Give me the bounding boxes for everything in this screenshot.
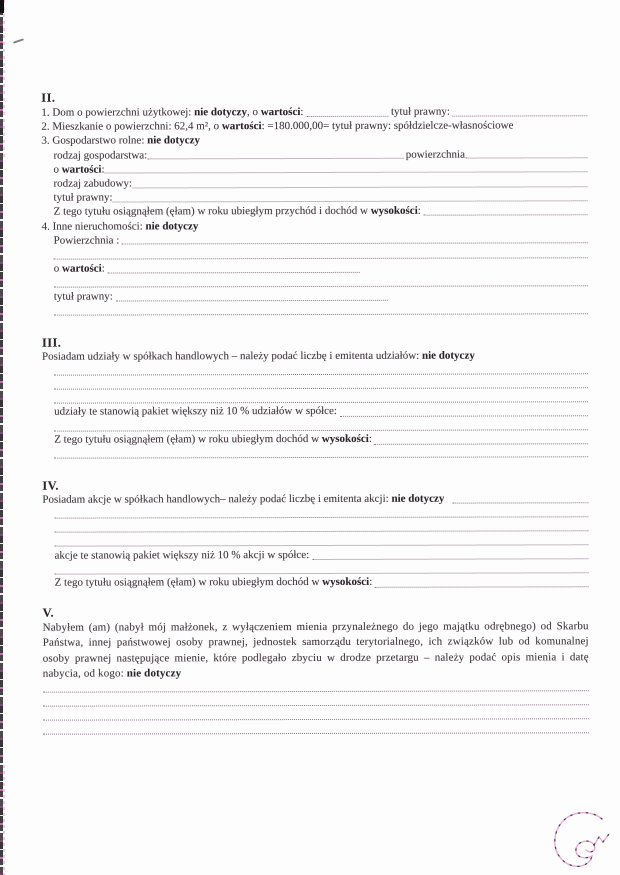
dotted-blank xyxy=(312,558,589,560)
field-label: udziały te stanowią pakiet większy niż 10 % udziałów w spółce: xyxy=(54,405,340,419)
field-label: rodzaj gospodarstwa: xyxy=(53,148,148,162)
form-line xyxy=(41,118,587,134)
field-value-bold: wysokości xyxy=(370,205,418,218)
form-line xyxy=(42,506,588,521)
dotted-blank xyxy=(54,530,588,532)
field-value-bold: nie dotyczy xyxy=(145,219,199,232)
form-line xyxy=(42,419,588,434)
dotted-blank xyxy=(54,429,588,431)
field-label: : xyxy=(300,106,307,119)
form-line xyxy=(42,303,588,319)
field-label: : xyxy=(368,432,375,446)
scan-edge-artifact-bottom xyxy=(3,765,5,875)
dotted-blank xyxy=(465,158,587,159)
field-label: o xyxy=(53,163,62,176)
field-label: tytuł prawny: xyxy=(53,290,116,304)
field-value-bold: nie dotyczy xyxy=(421,349,475,362)
field-value-bold: wysokości xyxy=(322,576,370,589)
dotted-blank xyxy=(43,733,589,735)
section-II xyxy=(41,89,588,318)
dotted-blank xyxy=(43,719,589,721)
dotted-blank xyxy=(43,691,589,693)
dotted-blank xyxy=(132,186,588,188)
field-label: tytuł prawny: xyxy=(388,105,453,118)
section-III-heading: III. xyxy=(41,335,62,350)
field-label: : xyxy=(369,576,376,589)
field-label: : =180.000,00= tytuł prawny: spółdzielcze-własnościowe xyxy=(261,119,514,133)
form-line xyxy=(42,218,588,234)
section-II-heading: II. xyxy=(41,90,56,105)
dotted-blank xyxy=(306,115,388,116)
field-value-bold: nie dotyczy xyxy=(391,492,445,505)
section-V-heading: V. xyxy=(42,605,55,620)
dotted-blank xyxy=(54,373,588,375)
field-value-bold: nie dotyczy xyxy=(126,667,182,680)
field-label: : xyxy=(101,163,105,176)
field-label: Z tego tytułu osiągnąłem (ęłam) w roku ubiegłym dochód w xyxy=(54,576,323,589)
dotted-blank xyxy=(105,172,588,174)
dotted-blank xyxy=(116,300,388,302)
signature-stroke-pink xyxy=(555,813,609,867)
field-label: rodzaj zabudowy: xyxy=(53,177,133,190)
field-label: o xyxy=(53,262,63,275)
form-line xyxy=(42,405,588,420)
dotted-blank xyxy=(54,314,588,316)
dotted-blank xyxy=(147,158,403,160)
dotted-blank xyxy=(453,115,588,116)
form-line xyxy=(43,576,589,591)
field-value-bold: wartości xyxy=(221,120,262,133)
field-value-bold: nie dotyczy xyxy=(147,134,200,147)
field-label: 1. Dom o powierzchni użytkowej: xyxy=(41,106,195,119)
dotted-blank xyxy=(54,387,588,389)
field-value-bold: wartości xyxy=(61,262,102,275)
dotted-blank xyxy=(340,415,588,417)
field-label: powierzchnia xyxy=(402,148,465,161)
dotted-blank xyxy=(113,200,588,202)
dotted-blank xyxy=(54,544,588,546)
scan-corner-artifact xyxy=(0,0,4,13)
field-value-bold: nie dotyczy xyxy=(194,106,247,119)
form-line xyxy=(43,680,589,695)
form-line xyxy=(42,534,588,549)
field-label: Z tego tytułu osiągnąłem (ęłam) w roku ubiegłym przychód i dochód w xyxy=(53,205,371,218)
form-line xyxy=(41,175,587,191)
section-V-paragraph xyxy=(43,619,589,681)
form-line xyxy=(42,492,588,507)
dotted-blank xyxy=(54,516,588,518)
field-label: 2. Mieszkanie o powierzchni: 62,4 m², o xyxy=(41,120,222,133)
dotted-blank xyxy=(54,285,588,287)
dotted-blank xyxy=(108,272,360,274)
form-line xyxy=(42,391,588,406)
section-V xyxy=(43,604,589,737)
field-label: 4. Inne nieruchomości: xyxy=(41,219,146,233)
form-line xyxy=(41,133,587,149)
form-line xyxy=(43,722,589,737)
form-line xyxy=(42,363,588,378)
form-line xyxy=(43,708,589,723)
form-line xyxy=(41,161,587,177)
field-label: Powierzchnia : xyxy=(53,234,123,247)
dotted-blank xyxy=(453,503,589,504)
field-value-bold: wartości xyxy=(260,106,301,119)
dotted-blank xyxy=(55,572,589,574)
scan-edge-artifact-top xyxy=(3,0,5,160)
field-value-bold: wartości xyxy=(61,163,102,176)
field-label: 3. Gospodarstwo rolne: xyxy=(41,134,148,148)
form-line xyxy=(42,204,588,220)
dotted-blank xyxy=(424,214,588,215)
dotted-blank xyxy=(122,243,588,245)
field-label: tytuł prawny: xyxy=(53,191,113,204)
form-line xyxy=(42,548,588,563)
form-line xyxy=(42,232,588,248)
signature-squiggle xyxy=(547,804,617,872)
field-label: : xyxy=(417,205,424,218)
form-line xyxy=(43,562,589,577)
form-line xyxy=(41,104,587,120)
form-line xyxy=(42,432,588,447)
dotted-blank xyxy=(375,443,589,445)
field-label xyxy=(444,493,452,507)
field-label: Z tego tytułu osiągnąłem (ęłam) w roku ubiegłym dochód w xyxy=(54,433,322,446)
form-line xyxy=(42,446,588,461)
form-line xyxy=(41,147,587,163)
field-label: Posiadam akcje w spółkach handlowych– należy podać liczbę i emitenta akcji: xyxy=(42,492,392,506)
dotted-blank xyxy=(375,586,589,588)
field-label: Posiadam udziały w spółkach handlowych – należy podać liczbę i emitenta udziałów: xyxy=(41,349,422,363)
dotted-blank xyxy=(43,705,589,707)
field-label: : xyxy=(101,262,108,275)
field-label: akcje te stanowią pakiet większy niż 10 % akcji w spółce: xyxy=(54,548,313,562)
section-III xyxy=(42,334,588,462)
form-line xyxy=(42,260,588,276)
dotted-blank xyxy=(54,257,588,259)
form-line xyxy=(42,520,588,535)
form-line xyxy=(42,377,588,392)
field-value-bold: wysokości xyxy=(321,433,369,446)
section-IV xyxy=(42,477,588,591)
form-line xyxy=(42,189,588,205)
form-line xyxy=(42,275,588,291)
form-line xyxy=(43,694,589,709)
dotted-blank xyxy=(54,401,588,403)
section-IV-heading: IV. xyxy=(42,478,59,493)
form-line xyxy=(42,349,588,364)
field-label: , o xyxy=(246,106,261,119)
form-line xyxy=(42,246,588,262)
dotted-blank xyxy=(54,457,588,459)
field-label: Nabyłem (am) (nabył mój małżonek, z wyłączeniem mienia przynależnego do jego majątku odrębnego) od Skarbu Państwa, innej państwowej osoby prawnej, jednostek samorządu terytorialnego, ich związków lub od komunalnej osoby prawnej następujące mienie, które podlegało zbyciu w drodze przetargu – należy podać opis mienia i datę nabycia, od kogo: xyxy=(42,620,589,680)
form-line xyxy=(42,289,588,305)
